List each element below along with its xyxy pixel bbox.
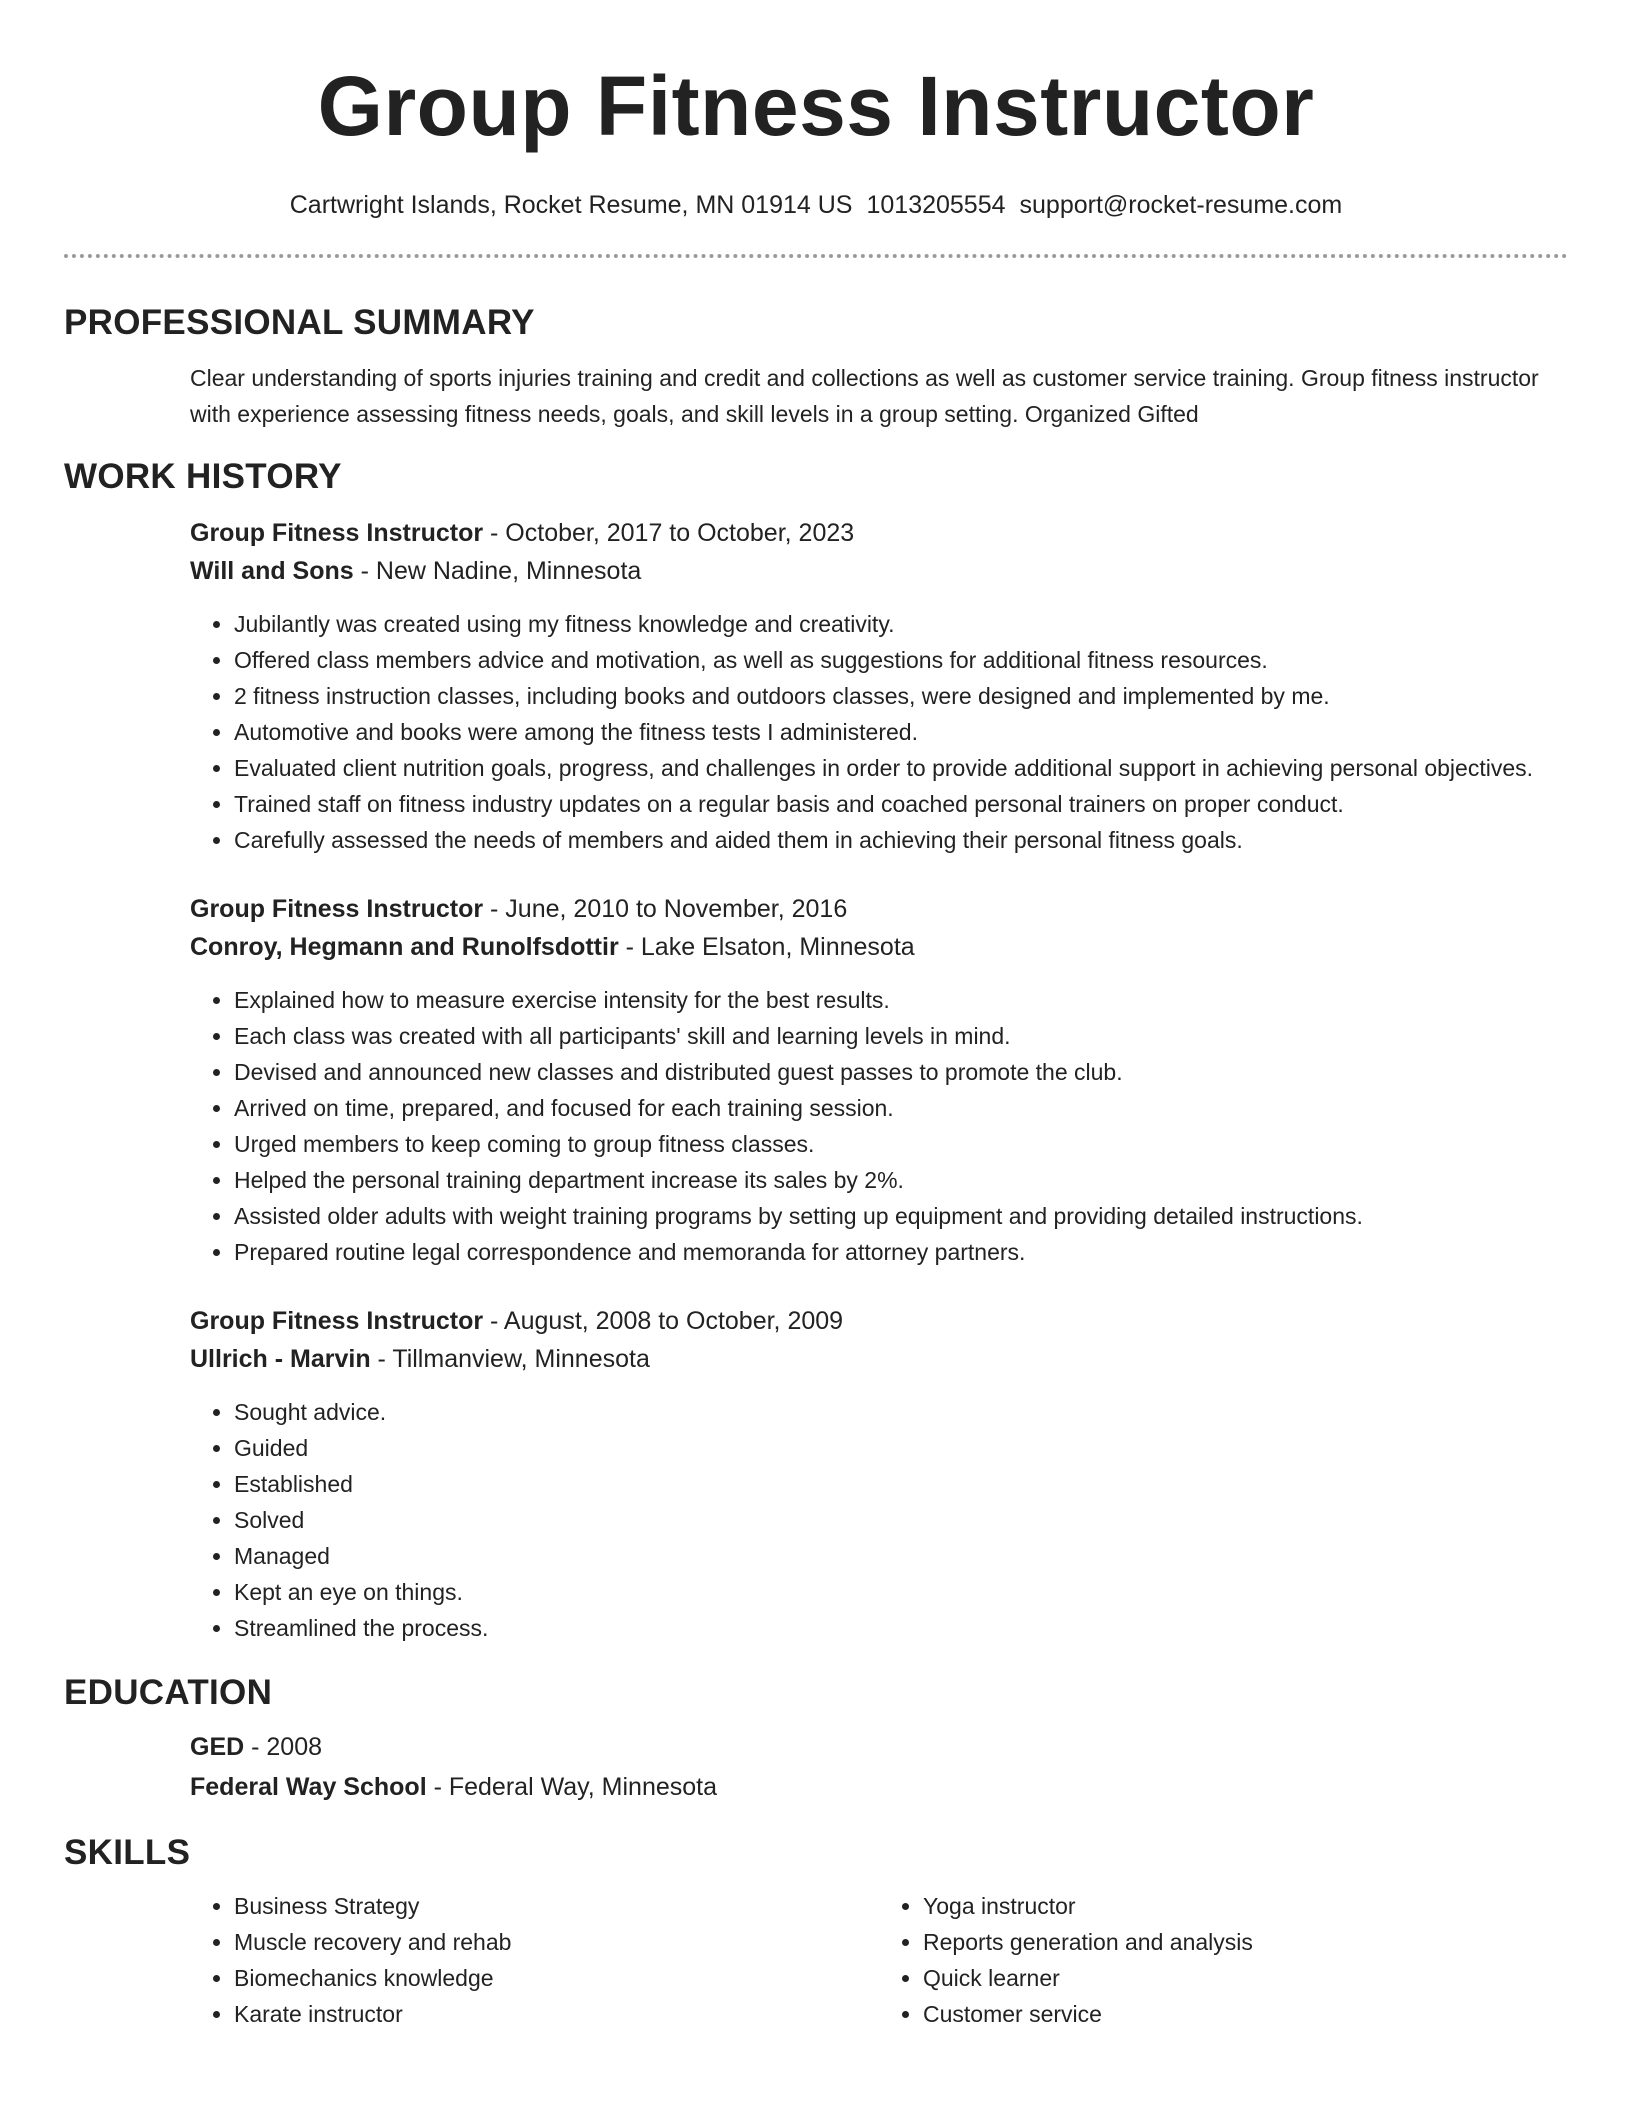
- summary-section: [64, 302, 1568, 432]
- list-item: • Karate instructor: [234, 1996, 879, 2032]
- job-duties-list: [190, 1394, 1568, 1646]
- job-title-line: [190, 514, 1568, 552]
- job-entry: [64, 1302, 1568, 1646]
- list-item: • Business Strategy: [234, 1888, 879, 1924]
- work-history-section: [64, 456, 1568, 1646]
- job-entry: [64, 514, 1568, 858]
- contact-phone: 1013205554: [866, 191, 1006, 219]
- list-item: • Managed: [234, 1538, 1568, 1574]
- list-item: • Yoga instructor: [923, 1888, 1568, 1924]
- skills-list-right: [879, 1888, 1568, 2032]
- job-duties-list: [190, 982, 1568, 1270]
- list-item: • Devised and announced new classes and distributed guest passes to promote the club.: [234, 1054, 1568, 1090]
- list-item: • Streamlined the process.: [234, 1610, 1568, 1646]
- summary-heading: PROFESSIONAL SUMMARY: [64, 303, 535, 342]
- list-item: • Each class was created with all participants' skill and learning levels in mind.: [234, 1018, 1568, 1054]
- job-role: Group Fitness Instructor: [190, 519, 484, 547]
- list-item: • Guided: [234, 1430, 1568, 1466]
- list-item: • Arrived on time, prepared, and focused for each training session.: [234, 1090, 1568, 1126]
- job-dates: - June, 2010 to November, 2016: [483, 895, 848, 923]
- school-line: [190, 1768, 1568, 1806]
- skills-list-left: [190, 1888, 879, 2032]
- job-title-line: [190, 1302, 1568, 1340]
- skills-grid: [190, 1888, 1568, 2032]
- job-role: Group Fitness Instructor: [190, 1307, 484, 1335]
- list-item: • Carefully assessed the needs of members and aided them in achieving their personal fitness goals.: [234, 822, 1568, 858]
- list-item: • Kept an eye on things.: [234, 1574, 1568, 1610]
- work-history-heading: WORK HISTORY: [64, 457, 342, 496]
- list-item: • Assisted older adults with weight training programs by setting up equipment and providing detailed instructions.: [234, 1198, 1568, 1234]
- list-item: • Customer service: [923, 1996, 1568, 2032]
- list-item: • Evaluated client nutrition goals, progress, and challenges in order to provide additional support in achieving personal objectives.: [234, 750, 1568, 786]
- job-title-line: [190, 890, 1568, 928]
- list-item: • Reports generation and analysis: [923, 1924, 1568, 1960]
- job-location: - Lake Elsaton, Minnesota: [618, 933, 915, 961]
- job-dates: - August, 2008 to October, 2009: [483, 1307, 844, 1335]
- list-item: • Sought advice.: [234, 1394, 1568, 1430]
- summary-text: Clear understanding of sports injuries training and credit and collections as well as customer service training. Group fitness instructor with experience assessing fitness needs, goals, and skill levels in a group setting. Organized Gifted: [190, 365, 1539, 427]
- list-item: • 2 fitness instruction classes, including books and outdoors classes, were designed and implemented by me.: [234, 678, 1568, 714]
- skills-heading: SKILLS: [64, 1833, 191, 1872]
- list-item: • Helped the personal training department increase its sales by 2%.: [234, 1162, 1568, 1198]
- job-dates: - October, 2017 to October, 2023: [483, 519, 855, 547]
- job-company-line: [190, 1340, 1568, 1378]
- school-location: - Federal Way, Minnesota: [426, 1773, 718, 1801]
- contact-line: [64, 190, 1568, 220]
- school-name: Federal Way School: [190, 1773, 427, 1801]
- job-entry: [64, 890, 1568, 1270]
- candidate-name: Group Fitness Instructor: [317, 59, 1315, 153]
- education-section: [64, 1672, 1568, 1806]
- degree: GED: [190, 1733, 245, 1761]
- job-role: Group Fitness Instructor: [190, 895, 484, 923]
- list-item: • Offered class members advice and motivation, as well as suggestions for additional fitness resources.: [234, 642, 1568, 678]
- list-item: • Quick learner: [923, 1960, 1568, 1996]
- list-item: • Trained staff on fitness industry updates on a regular basis and coached personal trainers on proper conduct.: [234, 786, 1568, 822]
- job-location: - New Nadine, Minnesota: [353, 557, 642, 585]
- contact-address: Cartwright Islands, Rocket Resume, MN 01914 US: [289, 191, 853, 219]
- skills-section: [64, 1832, 1568, 2032]
- list-item: • Automotive and books were among the fitness tests I administered.: [234, 714, 1568, 750]
- job-duties-list: [190, 606, 1568, 858]
- education-heading: EDUCATION: [64, 1673, 273, 1712]
- header-divider: [64, 254, 1568, 258]
- job-location: - Tillmanview, Minnesota: [370, 1345, 650, 1373]
- degree-year: - 2008: [244, 1733, 323, 1761]
- job-company-line: [190, 928, 1568, 966]
- list-item: • Solved: [234, 1502, 1568, 1538]
- list-item: • Urged members to keep coming to group fitness classes.: [234, 1126, 1568, 1162]
- degree-line: [190, 1728, 1568, 1766]
- list-item: • Established: [234, 1466, 1568, 1502]
- list-item: • Prepared routine legal correspondence and memoranda for attorney partners.: [234, 1234, 1568, 1270]
- resume-header: [64, 0, 1568, 220]
- job-company-line: [190, 552, 1568, 590]
- contact-email: support@rocket-resume.com: [1019, 191, 1343, 219]
- list-item: • Muscle recovery and rehab: [234, 1924, 879, 1960]
- list-item: • Biomechanics knowledge: [234, 1960, 879, 1996]
- job-company: Ullrich - Marvin: [190, 1345, 371, 1373]
- list-item: • Explained how to measure exercise intensity for the best results.: [234, 982, 1568, 1018]
- job-company: Conroy, Hegmann and Runolfsdottir: [190, 933, 619, 961]
- job-company: Will and Sons: [190, 557, 354, 585]
- list-item: • Jubilantly was created using my fitness knowledge and creativity.: [234, 606, 1568, 642]
